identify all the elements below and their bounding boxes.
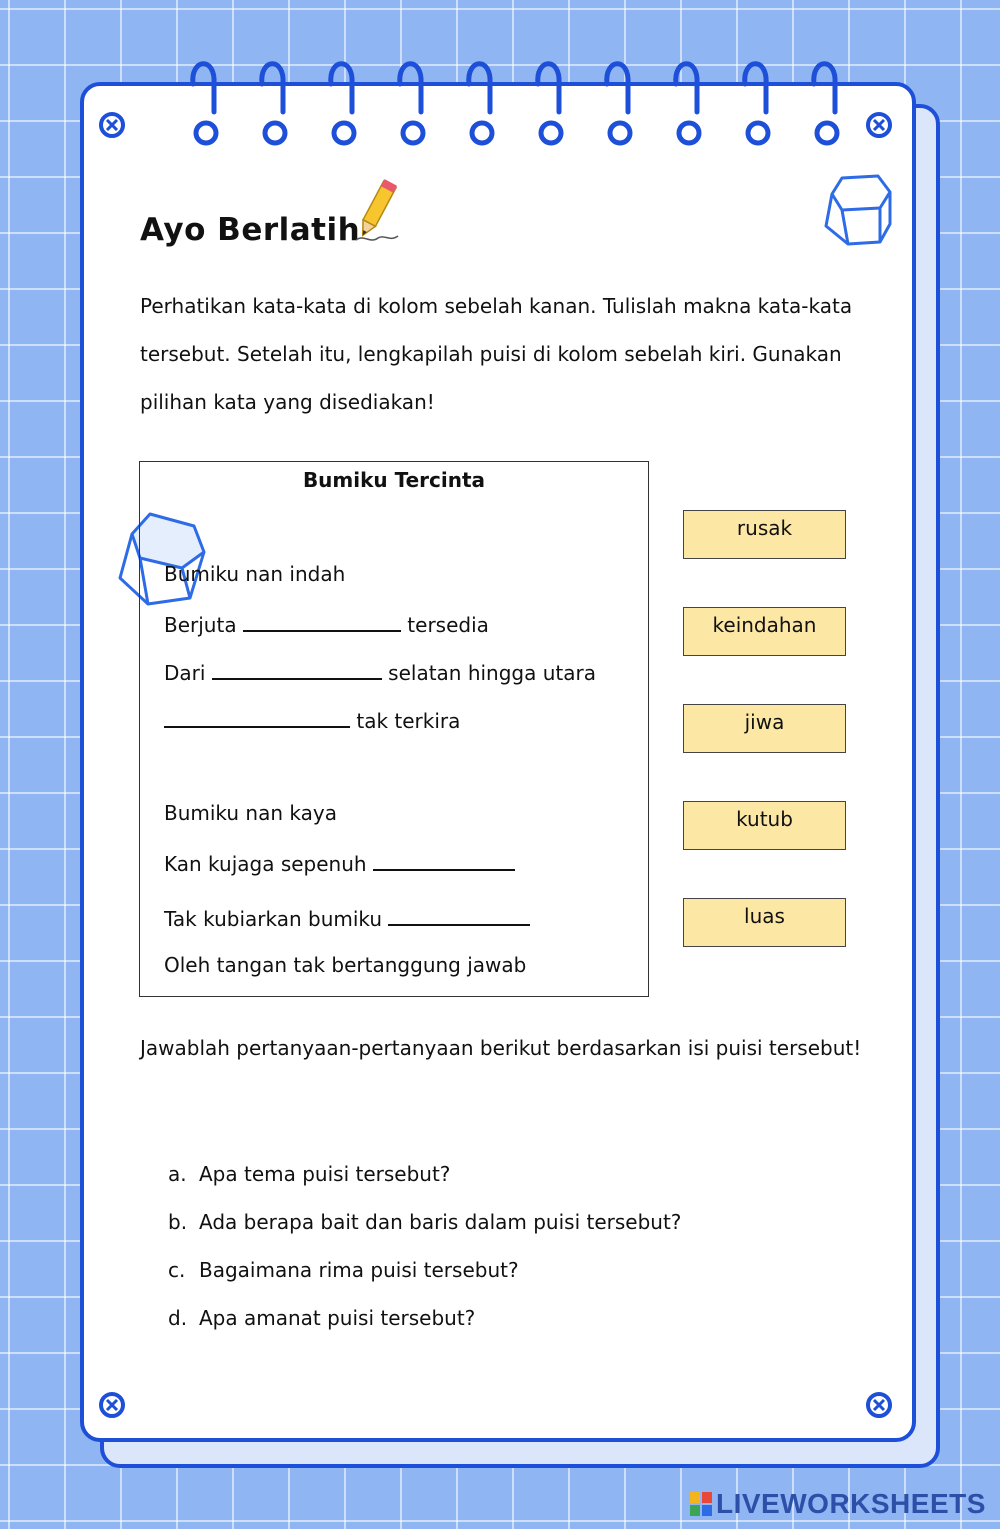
screw-icon — [97, 110, 127, 140]
ring-icon — [607, 64, 630, 143]
poem-line — [164, 849, 515, 876]
question-item — [168, 1200, 681, 1248]
word-option-rusak[interactable]: rusak — [683, 510, 846, 559]
liveworksheets-logo — [690, 1488, 986, 1520]
question-text: Ada berapa bait dan baris dalam puisi tersebut? — [199, 1210, 682, 1234]
ring-icon — [400, 64, 423, 143]
poem-line — [164, 904, 530, 931]
poem-box — [139, 461, 649, 997]
page-title: Ayo Berlatih — [140, 212, 361, 248]
ring-icon — [814, 64, 837, 143]
question-letter: d. — [168, 1306, 188, 1330]
liveworksheets-logo-icon — [690, 1492, 712, 1516]
question-list — [168, 1152, 681, 1344]
instructions-text: Perhatikan kata-kata di kolom sebelah kanan. Tulislah makna kata-kata tersebut. Setelah itu, lengkapilah puisi di kolom sebelah kiri. Gunakan pilihan kata yang disediakan! — [140, 294, 853, 414]
question-item — [168, 1296, 681, 1344]
poem-line — [164, 801, 337, 825]
poem-line — [164, 658, 596, 685]
answer-blank[interactable] — [164, 706, 350, 728]
question-letter: c. — [168, 1258, 186, 1282]
question-text: Bagaimana rima puisi tersebut? — [199, 1258, 519, 1282]
answer-blank[interactable] — [373, 849, 515, 871]
question-text: Apa amanat puisi tersebut? — [199, 1306, 476, 1330]
answer-blank[interactable] — [212, 658, 382, 680]
word-option-jiwa[interactable]: jiwa — [683, 704, 846, 753]
logo-text: LIVEWORKSHEETS — [716, 1488, 986, 1519]
ring-icon — [676, 64, 699, 143]
poem-line — [164, 706, 460, 733]
poem-line — [164, 953, 526, 977]
answer-blank[interactable] — [243, 610, 401, 632]
poem-line-text: Dari — [164, 661, 206, 685]
word-option-keindahan[interactable]: keindahan — [683, 607, 846, 656]
word-option-kutub[interactable]: kutub — [683, 801, 846, 850]
poem-line — [164, 562, 345, 586]
answer-blank[interactable] — [388, 904, 530, 926]
poem-line-text: Bumiku nan indah — [164, 562, 346, 586]
question-item — [168, 1248, 681, 1296]
poem-line-text: Bumiku nan kaya — [164, 801, 337, 825]
poem-line-text: selatan hingga utara — [388, 661, 596, 685]
ring-icon — [262, 64, 285, 143]
screw-icon — [97, 1390, 127, 1420]
question-text: Apa tema puisi tersebut? — [199, 1162, 451, 1186]
screw-icon — [864, 1390, 894, 1420]
question-letter: b. — [168, 1210, 188, 1234]
question-item — [168, 1152, 681, 1200]
spiral-binding — [0, 0, 1000, 160]
ring-icon — [331, 64, 354, 143]
poem-line-text: Oleh tangan tak bertanggung jawab — [164, 953, 527, 977]
poem-line-text: tersedia — [407, 613, 489, 637]
poem-line-text: Kan kujaga sepenuh — [164, 852, 367, 876]
ring-icon — [193, 64, 216, 143]
word-option-luas[interactable]: luas — [683, 898, 846, 947]
poem-line — [164, 610, 489, 637]
poem-line-text: Tak kubiarkan bumiku — [164, 907, 383, 931]
pencil-icon — [344, 176, 404, 248]
hexagonal-prism-icon — [820, 170, 896, 250]
question-letter: a. — [168, 1162, 187, 1186]
poem-line-text: tak terkira — [356, 709, 461, 733]
poem-title: Bumiku Tercinta — [302, 468, 486, 492]
ring-icon — [469, 64, 492, 143]
screw-icon — [864, 110, 894, 140]
poem-line-text: Berjuta — [164, 613, 237, 637]
ring-icon — [538, 64, 561, 143]
questions-intro: Jawablah pertanyaan-pertanyaan berikut berdasarkan isi puisi tersebut! — [140, 1036, 862, 1060]
ring-icon — [745, 64, 768, 143]
